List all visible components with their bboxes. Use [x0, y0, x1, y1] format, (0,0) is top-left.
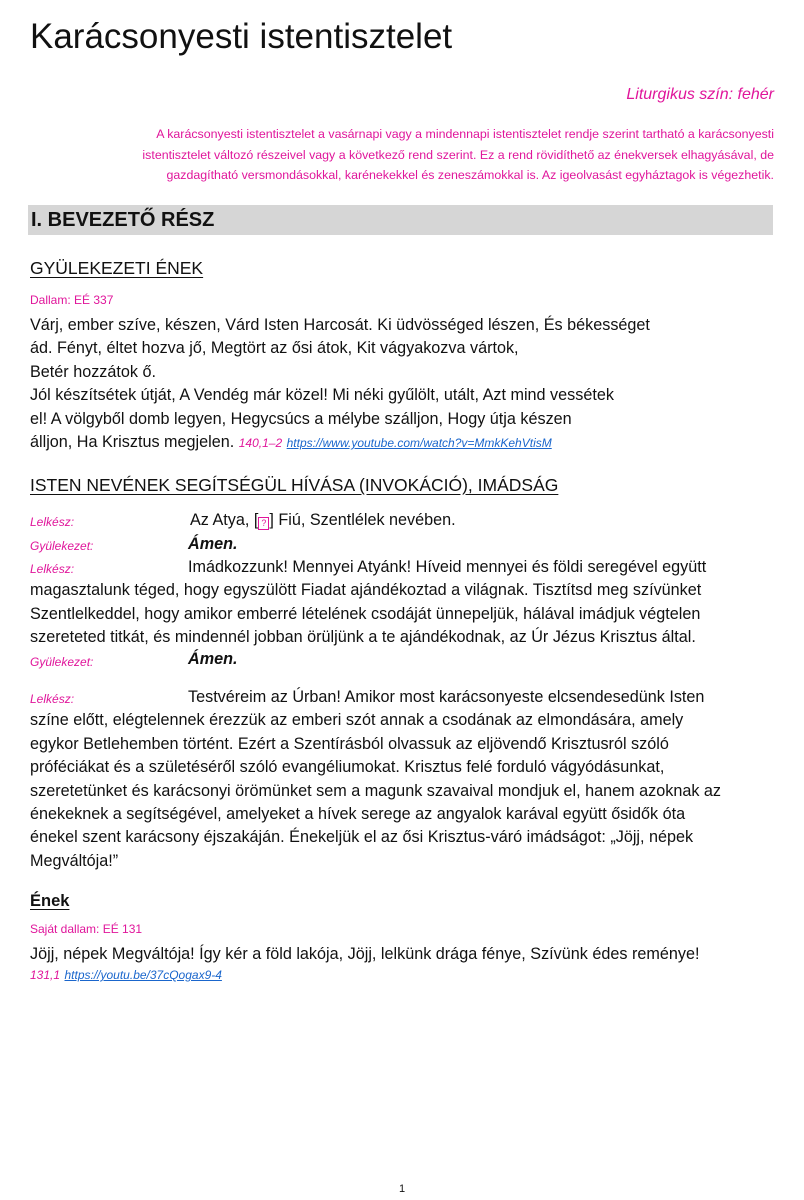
amen-response: Ámen. [188, 650, 238, 668]
address-line: próféciákat és a születéséről szóló evangéliumokat. Krisztus felé forduló vágyódásunkat, [30, 758, 665, 777]
song-reference: 131,1 [30, 968, 61, 982]
song-text [30, 943, 775, 966]
hymn-line: el! A völgyből domb legyen, Hegycsúcs a mélybe szálljon, Hogy útja készen [30, 409, 572, 428]
congregation-label: Gyülekezet: [30, 655, 94, 669]
amen-response: Ámen. [188, 535, 238, 553]
hymn-last-text: álljon, Ha Krisztus megjelen. [30, 433, 235, 452]
address-text [30, 686, 775, 873]
hymn-line: ád. Fényt, éltet hozva jő, Megtört az ősi átok, Kit vágyakozva vártok, [30, 339, 519, 358]
address-line: szeretetünket és karácsonyi örömünket sem a magunk szavaival mondjuk el, hanem azoknak az [30, 781, 722, 800]
page-title: Karácsonyesti istentisztelet [30, 17, 453, 56]
hymn-text [30, 314, 775, 455]
section-header [28, 205, 773, 235]
address-line: egykor Betlehemben történt. Ezért a Szentírásból olvassuk az eljövendő Krisztusról szóló [30, 734, 669, 753]
hymn-heading: GYÜLEKEZETI ÉNEK [30, 258, 204, 278]
congregation-label: Gyülekezet: [30, 539, 94, 553]
page-number: 1 [398, 1183, 406, 1195]
address-line: Testvéreim az Úrban! Amikor most karácsonyeste elcsendesedünk Isten [188, 688, 705, 706]
address-line: színe előtt, elégtelennek érezzük az emberi szót annak a csodának az elmondására, amely [30, 711, 684, 730]
hymn-line-last [30, 431, 775, 455]
song-melody: Saját dallam: EÉ 131 [30, 922, 143, 936]
hymn-melody: Dallam: EÉ 337 [30, 293, 114, 307]
pastor-label: Lelkész: [30, 692, 75, 706]
liturgical-color: Liturgikus szín: fehér [626, 86, 774, 103]
pastor-label: Lelkész: [30, 562, 75, 576]
invocation-heading: ISTEN NEVÉNEK SEGÍTSÉGÜL HÍVÁSA (INVOKÁCIÓ), IMÁDSÁG [30, 475, 559, 495]
address-line: énekel szent karácsony éjszakáján. Énekeljük el az ősi Krisztus-váró imádságot: „Jöjj, népek [30, 828, 694, 847]
cross-glyph-icon: ? [258, 517, 269, 530]
prayer-line: magasztalunk téged, hogy egyszülött Fiadat ajándékoztad a világnak. Tisztítsd meg szívünket [30, 581, 702, 600]
song-reference-line [30, 966, 222, 984]
song-video-link[interactable]: https://youtu.be/37cQogax9-4 [64, 968, 222, 982]
song-line: Jöjj, népek Megváltója! Így kér a föld lakója, Jöjj, lelkünk drága fénye, Szívünk édes reménye! [30, 945, 700, 963]
prayer-line: Imádkozzunk! Mennyei Atyánk! Híveid mennyei és földi seregével együtt [188, 558, 707, 576]
hymn-line: Betér hozzátok ő. [30, 362, 156, 381]
hymn-video-link[interactable]: https://www.youtube.com/watch?v=MmkKehVtisM [286, 436, 552, 451]
prayer-line: Szentlelkeddel, hogy amikor emberré lételének csodáját ünnepeljük, hálával imádjuk végtelen [30, 604, 701, 623]
intro-note: A karácsonyesti istentisztelet a vasárnapi vagy a mindennapi istentisztelet rendje szerint tartható a karácsonyesti istentisztelet változó részeivel vagy a következő rend szerint. Ez a rend rövidíthető az énekversek elhagyásával, de gazdagítható versmondásokkal, karénekekkel és zeneszámokkal is. Az igeolvasást egyháztagok is végezhetik. [142, 127, 774, 182]
address-line: Megváltója!” [30, 851, 119, 870]
section-title: I. BEVEZETŐ RÉSZ [31, 209, 215, 231]
hymn-line: Jól készítsétek útját, A Vendég már közel! Mi néki gyűlölt, utált, Azt mind vessétek [30, 386, 614, 405]
prayer-text [30, 556, 775, 650]
song-heading: Ének [30, 892, 70, 910]
hymn-reference: 140,1–2 [238, 436, 283, 451]
address-line: énekeknek a segítségével, amelyeket a hívek serege az angyalok karával együtt ősidők óta [30, 805, 686, 824]
invocation-text-pre: Az Atya, [ [190, 511, 259, 529]
invocation-line [190, 511, 456, 530]
pastor-label: Lelkész: [30, 515, 75, 529]
hymn-line: Várj, ember szíve, készen, Várd Isten Harcosát. Ki üdvösséged lészen, És békességet [30, 316, 650, 334]
prayer-line: szereteted titkát, és mindennél jobban örüljünk a te ajándékodnak, az Úr Jézus Krisztus által. [30, 628, 696, 647]
invocation-text-post: ] Fiú, Szentlélek nevében. [269, 511, 456, 529]
